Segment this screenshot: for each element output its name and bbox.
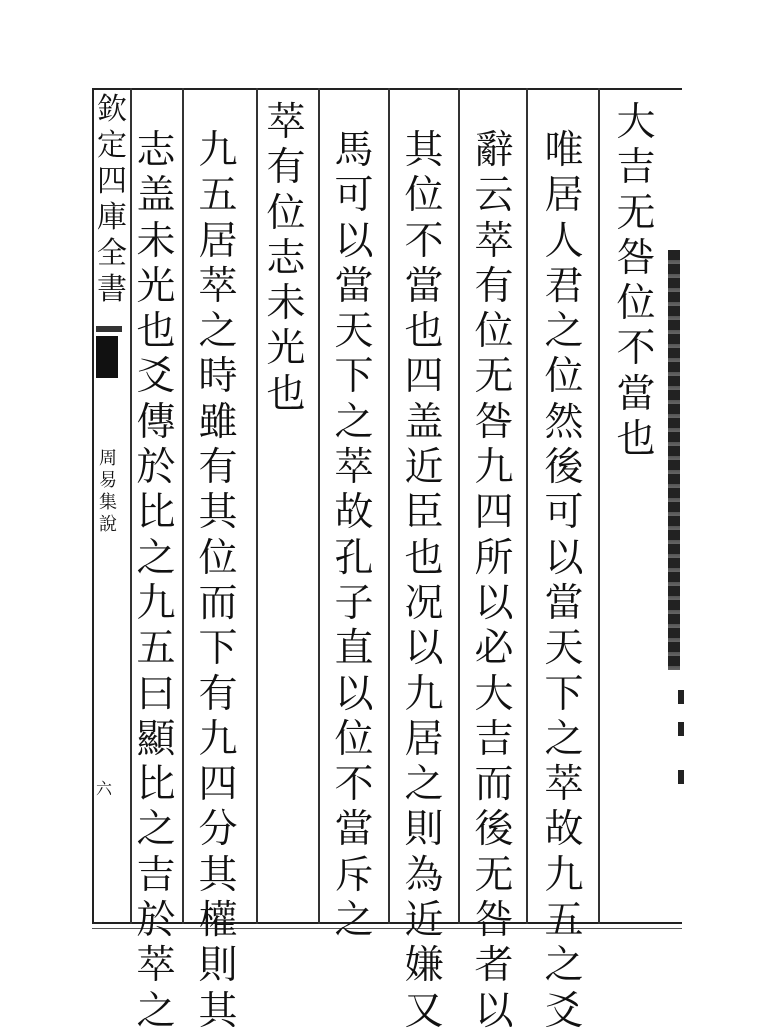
text-char: 五: [198, 173, 238, 219]
edge-mark: [678, 722, 684, 736]
book-title-char: 說: [99, 514, 117, 535]
text-char: 云: [474, 173, 514, 219]
text-char: 无: [474, 852, 514, 898]
frame-top-rule: [92, 88, 682, 90]
text-char: 之: [334, 898, 374, 944]
text-char: 九: [198, 716, 238, 762]
text-char: 之: [334, 399, 374, 445]
text-char: 九: [404, 671, 444, 717]
text-char: 當: [616, 371, 656, 417]
text-char: 者: [474, 943, 514, 989]
text-char: 萃: [136, 943, 176, 989]
text-char: 近: [404, 898, 444, 944]
text-char: 有: [474, 263, 514, 309]
text-column-2: [540, 128, 588, 1034]
margin-header: [95, 92, 129, 308]
text-char: 盖: [404, 399, 444, 445]
text-char: 以: [474, 580, 514, 626]
text-char: 馬: [334, 128, 374, 173]
text-char: 四: [474, 490, 514, 536]
text-char: 吉: [474, 716, 514, 762]
text-char: 之: [404, 762, 444, 808]
text-char: 有: [266, 145, 306, 191]
text-char: 斥: [334, 852, 374, 898]
margin-char: 欽: [97, 92, 127, 127]
text-char: 於: [136, 898, 176, 944]
book-title-char: 周: [99, 448, 117, 469]
margin-char: 四: [97, 164, 127, 199]
text-char: 有: [198, 671, 238, 717]
frame-left-rule: [92, 88, 94, 924]
text-char: 不: [616, 326, 656, 372]
text-char: 也: [266, 371, 306, 417]
text-char: 後: [544, 445, 584, 491]
edge-mark: [678, 690, 684, 704]
margin-char: 全: [97, 236, 127, 271]
text-char: 位: [544, 354, 584, 400]
text-char: 其: [198, 852, 238, 898]
text-char: 唯: [544, 128, 584, 173]
text-char: 光: [266, 326, 306, 372]
text-char: 未: [266, 281, 306, 327]
text-char: 而: [474, 762, 514, 808]
text-char: 志: [266, 235, 306, 281]
text-char: 居: [198, 218, 238, 264]
text-char: 人: [544, 218, 584, 264]
text-char: 有: [198, 445, 238, 491]
text-char: 傳: [136, 399, 176, 445]
text-char: 直: [334, 626, 374, 672]
text-char: 未: [136, 218, 176, 264]
text-char: 權: [198, 898, 238, 944]
text-char: 咎: [474, 898, 514, 944]
column-rule: [388, 88, 390, 924]
text-char: 故: [334, 490, 374, 536]
text-char: 又: [404, 988, 444, 1034]
text-char: 比: [136, 762, 176, 808]
text-char: 也: [404, 309, 444, 355]
text-char: 盖: [136, 173, 176, 219]
text-char: 之: [136, 988, 176, 1034]
text-char: 志: [136, 128, 176, 173]
text-char: 必: [474, 626, 514, 672]
text-char: 子: [334, 580, 374, 626]
text-char: 顯: [136, 716, 176, 762]
text-char: 居: [544, 173, 584, 219]
text-char: 以: [544, 535, 584, 581]
book-title-char: 集: [99, 492, 117, 513]
text-char: 之: [136, 807, 176, 853]
text-char: 位: [474, 309, 514, 355]
text-char: 光: [136, 263, 176, 309]
text-char: 曰: [136, 671, 176, 717]
text-char: 可: [334, 173, 374, 219]
text-char: 之: [198, 309, 238, 355]
text-char: 辭: [474, 128, 514, 173]
text-char: 其: [404, 128, 444, 173]
text-char: 不: [334, 762, 374, 808]
text-char: 也: [404, 535, 444, 581]
text-char: 當: [404, 263, 444, 309]
text-char: 四: [198, 762, 238, 808]
column-rule: [318, 88, 320, 924]
text-char: 不: [404, 218, 444, 264]
text-char: 近: [404, 445, 444, 491]
text-char: 无: [616, 190, 656, 236]
text-char: 居: [404, 716, 444, 762]
text-char: 後: [474, 807, 514, 853]
text-char: 之: [544, 943, 584, 989]
text-char: 君: [544, 263, 584, 309]
text-char: 臣: [404, 490, 444, 536]
margin-char: 書: [97, 272, 127, 307]
text-column-6: [262, 100, 310, 417]
text-char: 下: [198, 626, 238, 672]
text-char: 九: [474, 445, 514, 491]
text-char: 所: [474, 535, 514, 581]
text-char: 之: [544, 716, 584, 762]
column-rule: [182, 88, 184, 924]
frame-bottom-rule: [92, 922, 682, 924]
text-char: 萃: [474, 218, 514, 264]
page-number: 六: [96, 779, 113, 798]
text-char: 當: [334, 263, 374, 309]
text-char: 下: [334, 354, 374, 400]
text-char: 大: [474, 671, 514, 717]
text-column-5: [330, 128, 378, 943]
text-char: 其: [198, 988, 238, 1034]
text-char: 萃: [266, 100, 306, 145]
margin-char: 庫: [97, 200, 127, 235]
text-char: 孔: [334, 535, 374, 581]
book-title-char: 易: [99, 470, 117, 491]
text-char: 嫌: [404, 943, 444, 989]
text-char: 九: [136, 580, 176, 626]
text-char: 也: [136, 309, 176, 355]
text-char: 之: [136, 535, 176, 581]
edge-mark: [678, 770, 684, 784]
text-char: 其: [198, 490, 238, 536]
text-char: 咎: [474, 399, 514, 445]
text-char: 雖: [198, 399, 238, 445]
text-column-1: [612, 100, 660, 462]
text-char: 萃: [544, 762, 584, 808]
text-char: 天: [544, 626, 584, 672]
text-char: 時: [198, 354, 238, 400]
column-rule: [526, 88, 528, 924]
text-char: 位: [616, 281, 656, 327]
text-char: 况: [404, 580, 444, 626]
text-char: 吉: [136, 852, 176, 898]
column-rule: [458, 88, 460, 924]
page-edge-bar: [668, 250, 680, 670]
text-char: 當: [544, 580, 584, 626]
text-char: 比: [136, 490, 176, 536]
text-char: 咎: [616, 235, 656, 281]
text-char: 吉: [616, 145, 656, 191]
column-rule: [256, 88, 258, 924]
text-char: 當: [334, 807, 374, 853]
text-char: 五: [544, 898, 584, 944]
text-column-8: [132, 128, 180, 1034]
text-char: 也: [616, 417, 656, 463]
text-char: 分: [198, 807, 238, 853]
text-char: 以: [404, 626, 444, 672]
column-rule: [598, 88, 600, 924]
text-char: 則: [198, 943, 238, 989]
text-char: 五: [136, 626, 176, 672]
text-char: 以: [474, 988, 514, 1034]
text-char: 於: [136, 445, 176, 491]
text-char: 以: [334, 218, 374, 264]
book-title: [96, 448, 120, 536]
frame-bottom-rule-inner: [92, 928, 682, 929]
text-char: 以: [334, 671, 374, 717]
fishtail-mark-top: [96, 326, 122, 332]
text-char: 則: [404, 807, 444, 853]
text-char: 天: [334, 309, 374, 355]
text-char: 大: [616, 100, 656, 145]
text-char: 九: [544, 852, 584, 898]
text-column-4: [400, 128, 448, 1034]
text-char: 之: [544, 309, 584, 355]
text-char: 下: [544, 671, 584, 717]
text-char: 然: [544, 399, 584, 445]
margin-char: 定: [97, 128, 127, 163]
text-char: 萃: [334, 445, 374, 491]
text-char: 四: [404, 354, 444, 400]
text-char: 爻: [136, 354, 176, 400]
text-char: 位: [266, 190, 306, 236]
text-char: 萃: [198, 263, 238, 309]
text-char: 而: [198, 580, 238, 626]
text-char: 位: [334, 716, 374, 762]
text-char: 為: [404, 852, 444, 898]
text-char: 爻: [544, 988, 584, 1034]
text-char: 九: [198, 128, 238, 173]
text-column-3: [470, 128, 518, 1034]
text-char: 故: [544, 807, 584, 853]
text-char: 无: [474, 354, 514, 400]
text-char: 位: [404, 173, 444, 219]
fishtail-mark: [96, 336, 118, 378]
text-char: 位: [198, 535, 238, 581]
text-column-7: [194, 128, 242, 1034]
text-char: 可: [544, 490, 584, 536]
